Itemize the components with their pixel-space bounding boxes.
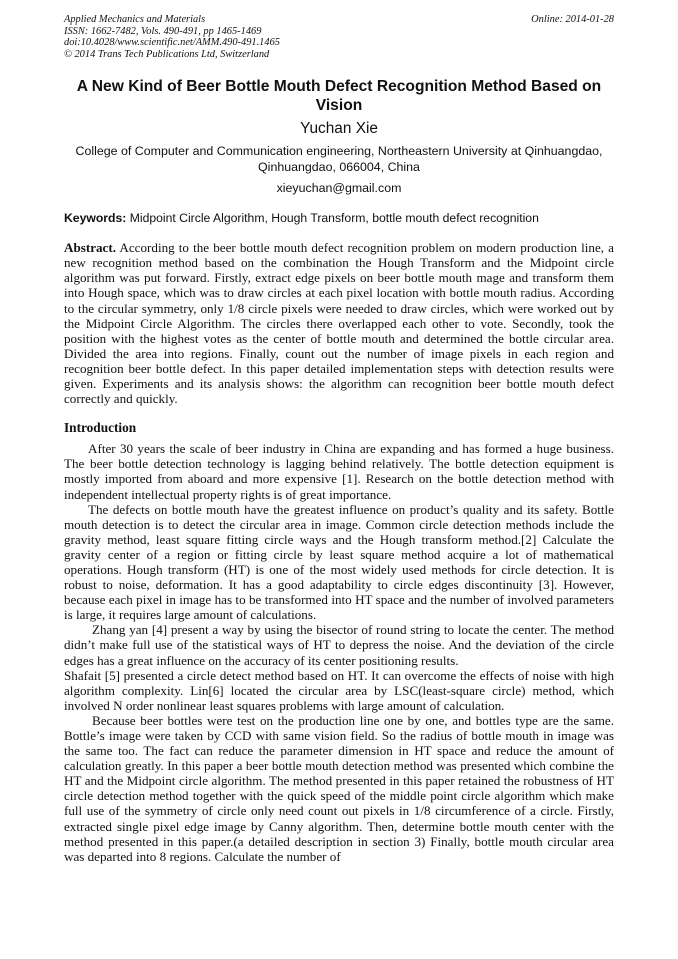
intro-paragraph-2: The defects on bottle mouth have the greatest influence on product’s quality and its safety. Bottle mouth detection is to detect the circular area in image. Common circle detection methods include the gravity method, least square fitting circle ways and the Hough transform method.[2] Calculate the gravity center of a region or fitting circle by least square method acquire a lot of mathematical operations. Hough transform (HT) is one of the most widely used methods for circle detection. It is robust to noise, deformation. It has a good adaptability to circle edges discontinuity [3]. However, because each pixel in image has to be transformed into HT space and the number of involved parameters is large, it requires large amount of calculations. <box>64 501 614 623</box>
keywords <box>64 211 614 226</box>
abstract-label: Abstract. <box>64 240 116 256</box>
author-name: Yuchan Xie <box>300 120 378 138</box>
intro-paragraph-4: Shafait [5] presented a circle detect method based on HT. It can overcome the effects of noise with high algorithm complexity. Lin[6] located the circular area by LSC(least-square circle) method, which involved N order nonlinear least squares problems with large amount of calculation. <box>64 667 614 713</box>
doi-line: doi:10.4028/www.scientific.net/AMM.490-491.1465 <box>64 37 280 49</box>
issn-line: ISSN: 1662-7482, Vols. 490-491, pp 1465-1469 <box>64 25 262 37</box>
author-affiliation: College of Computer and Communication engineering, Northeastern University at Qinhuangdao, Qinhuangdao, 066004, China <box>75 144 603 174</box>
copyright-line: © 2014 Trans Tech Publications Ltd, Switzerland <box>64 48 270 60</box>
paper-title: A New Kind of Beer Bottle Mouth Defect Recognition Method Based on Vision <box>76 78 602 115</box>
intro-paragraph-1: After 30 years the scale of beer industry in China are expanding and has formed a huge business. The beer bottle detection technology is lagging behind relatively. The bottle detection equipment is mostly imported from aboard and more expensive [1]. Research on the bottle detection method with independent intellectual property rights is of great importance. <box>64 441 614 502</box>
section-heading-introduction: Introduction <box>64 420 137 436</box>
author-email: xieyuchan@gmail.com <box>276 181 402 196</box>
keywords-text: Midpoint Circle Algorithm, Hough Transform, bottle mouth defect recognition <box>129 211 539 226</box>
intro-paragraph-3: Zhang yan [4] present a way by using the bisector of round string to locate the center. The method didn’t make full use of the statistical ways of HT to depress the noise. And the deviation of the circle edges has a great influence on the accuracy of its center positioning results. <box>64 622 614 668</box>
intro-paragraph-5: Because beer bottles were test on the production line one by one, and bottles type are the same. Bottle’s image were taken by CCD with same vision field. So the radius of bottle mouth in image was the same too. The fact can reduce the parameter dimension in HT space and reduce the amount of calculation greatly. In this paper a beer bottle mouth detection method was presented which combine the HT and the Midpoint circle algorithm. The method presented in this paper retained the robustness of HT circle detection method together with the quick speed of the middle point circle algorithm which make full use of the symmetry of circle only need count out pixels in 1/8 circumference of a circle. Firstly, extracted single pixel edge image by Canny algorithm. Then, determine bottle mouth center with the method presented in this paper.(a detailed description in section 3) Finally, bottle mouth circular area was departed into 8 regions. Calculate the number of <box>64 712 614 864</box>
online-date: Online: 2014-01-28 <box>531 14 614 25</box>
abstract-text: According to the beer bottle mouth defect recognition problem on modern production line, a new recognition method based on the combination the Hough Transform and the Midpoint circle algorithm was put forward. Firstly, extract edge pixels on beer bottle mouth mage and transform them into Hough space, which was to draw circles at each pixel location with bottle mouth radius. According to the circular symmetry, only 1/8 circle pixels were needed to draw circles, which were worked out by the Midpoint Circle Algorithm. The circles there overlapped each other to vote. Secondly, took the position with the highest votes as the center of bottle mouth and determined the bottle circular area. Divided the area into regions. Finally, count out the number of image pixels in each region and recognition beer bottle defect. In this paper detailed implementation steps with detection results were given. Experiments and its analysis shows: the algorithm can recognition beer bottle mouth defect correctly and quickly. <box>64 240 614 407</box>
abstract <box>64 240 614 406</box>
keywords-label: Keywords: <box>64 211 127 226</box>
journal-name: Applied Mechanics and Materials <box>64 14 206 25</box>
journal-header <box>64 14 614 60</box>
